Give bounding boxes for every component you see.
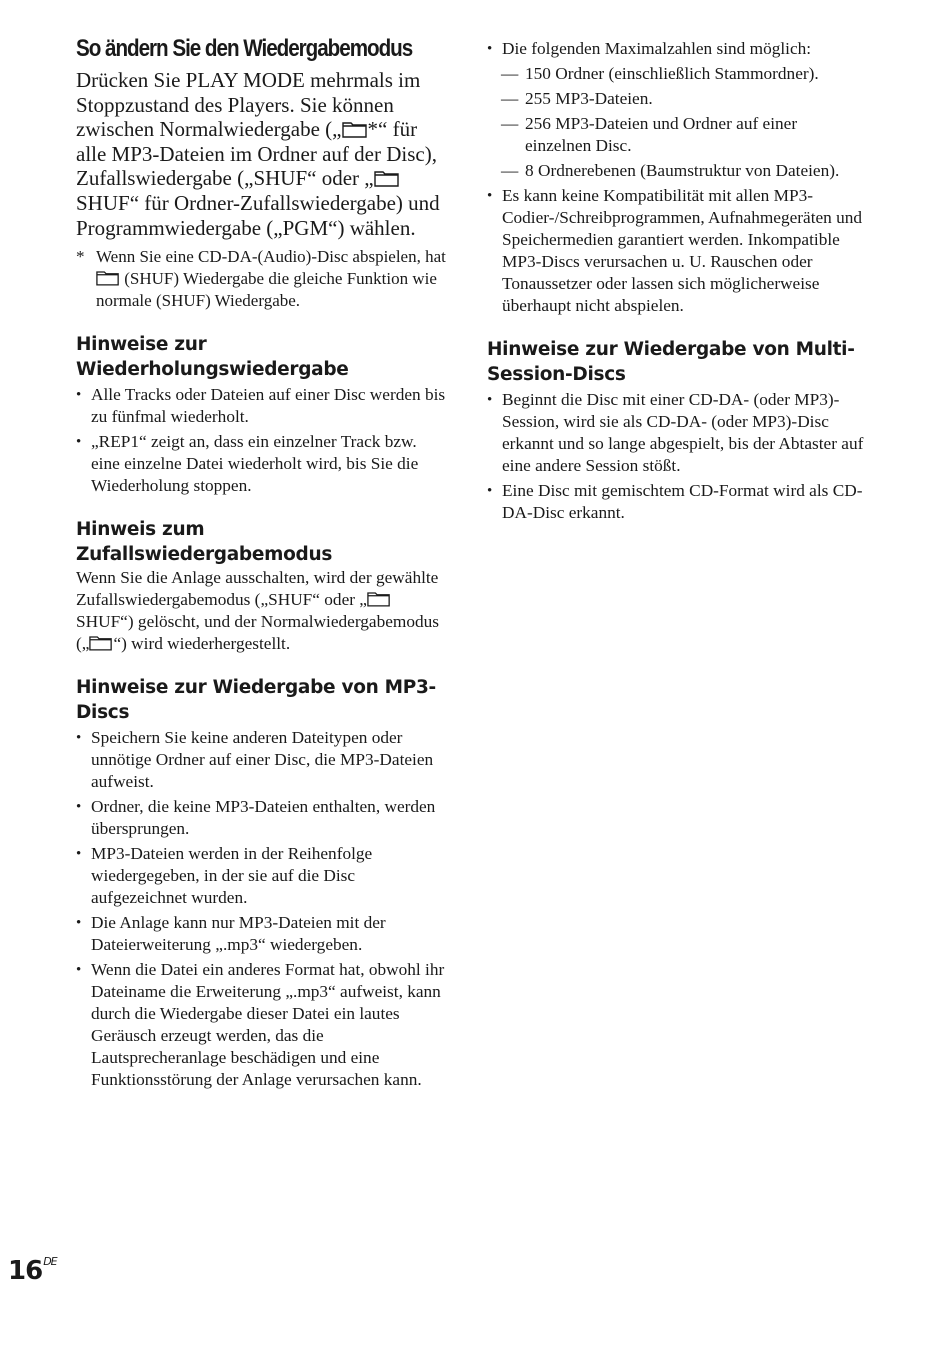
footnote-text-1: Wenn Sie eine CD-DA-(Audio)-Disc abspielen, hat <box>96 247 446 267</box>
list-item: • Eine Disc mit gemischtem CD-Format wird als CD-DA-Disc erkannt. <box>487 481 863 522</box>
list-item: • Es kann keine Kompatibilität mit allen MP3-Codier-/Schreibprogrammen, Aufnahmegeräten und Speichermedien garantiert werden. Inkompatible MP3-Discs verursachen u. U. Rauschen oder Tonaussetzer oder lassen sich möglicherweise überhaupt nicht abspielen. <box>487 186 863 315</box>
list-item: • Alle Tracks oder Dateien auf einer Disc werden bis zu fünfmal wiederholt. <box>76 385 446 427</box>
folder-icon <box>89 634 113 651</box>
intro-text-2: *“ für alle MP3-Dateien im Ordner auf der Disc), Zufallswiedergabe („SHUF“ oder „ <box>76 117 437 191</box>
list-item: — 150 Ordner (einschließlich Stammordner). <box>501 64 819 83</box>
folder-icon <box>374 169 400 187</box>
list-item: • Ordner, die keine MP3-Dateien enthalten, werden übersprungen. <box>76 797 436 839</box>
folder-icon <box>96 269 120 286</box>
right-column <box>487 38 867 527</box>
heading-multisession: Hinweise zur Wiedergabe von Multi-Session-Discs <box>487 339 855 385</box>
page-number: 16DE <box>8 1255 57 1286</box>
list-item: — 8 Ordnerebenen (Baumstruktur von Dateien). <box>501 161 840 180</box>
page-title: So ändern Sie den Wiedergabemodus <box>76 35 413 62</box>
list-item: • Beginnt die Disc mit einer CD-DA- (oder MP3)-Session, wird sie als CD-DA- (oder MP3)-Disc erkannt und so lange abgespielt, bis der Abtaster auf eine andere Session stößt. <box>487 390 864 475</box>
compat-list <box>487 185 867 317</box>
max-sublist <box>487 63 867 182</box>
intro-text-3: SHUF“ für Ordner-Zufallswiedergabe) und Programmwiedergabe („PGM“) wählen. <box>76 190 440 240</box>
footnote-mark: * <box>76 247 85 267</box>
folder-icon <box>367 590 391 607</box>
footnote <box>76 246 448 312</box>
list-item: — 256 MP3-Dateien und Ordner auf einer einzelnen Disc. <box>501 114 798 155</box>
max-list <box>487 38 867 60</box>
list-item: • Speichern Sie keine anderen Dateitypen oder unnötige Ordner auf einer Disc, die MP3-Dateien aufweist. <box>76 728 434 792</box>
heading-repeat: Hinweise zur Wiederholungswiedergabe <box>76 334 349 381</box>
footnote-text-2: (SHUF) Wiedergabe die gleiche Funktion wie normale (SHUF) Wiedergabe. <box>96 269 437 311</box>
shuffle-paragraph: Wenn Sie die Anlage ausschalten, wird der gewählte Zufallswiedergabemodus („SHUF“ oder „ SHUF“) gelöscht, und der Normalwiedergabemodus („ “) wird wiederhergestellt. <box>76 568 439 654</box>
repeat-list <box>76 384 448 497</box>
multisession-list <box>487 389 867 524</box>
list-item: — 255 MP3-Dateien. <box>501 89 653 108</box>
intro-paragraph <box>76 68 448 240</box>
heading-shuffle: Hinweis zum Zufallswiedergabemodus <box>76 519 333 566</box>
list-item: • Wenn die Datei ein anderes Format hat, obwohl ihr Dateiname die Erweiterung „.mp3“ aufweist, kann durch die Wiedergabe dieser Datei ein lautes Geräusch erzeugt werden, das die Lautsprecheranlage beschädigen und eine Funktionsstörung der Anlage verursachen kann. <box>76 960 445 1090</box>
left-column <box>76 34 448 1094</box>
intro-text-1: Drücken Sie PLAY MODE mehrmals im Stoppzustand des Players. Sie können zwischen Normalwiedergabe („ <box>76 68 421 142</box>
language-code: DE <box>43 1255 57 1268</box>
heading-mp3: Hinweise zur Wiedergabe von MP3-Discs <box>76 677 436 724</box>
list-item: • Die folgenden Maximalzahlen sind möglich: <box>487 39 812 58</box>
folder-icon <box>342 120 368 138</box>
list-item: • MP3-Dateien werden in der Reihenfolge wiedergegeben, in der sie auf die Disc aufgezeichnet wurden. <box>76 844 373 908</box>
list-item: • Die Anlage kann nur MP3-Dateien mit der Dateierweiterung „.mp3“ wiedergeben. <box>76 913 386 955</box>
mp3-list <box>76 727 448 1091</box>
list-item: • „REP1“ zeigt an, dass ein einzelner Track bzw. eine einzelne Datei wiederholt wird, bis Sie die Wiederholung stoppen. <box>76 432 419 496</box>
